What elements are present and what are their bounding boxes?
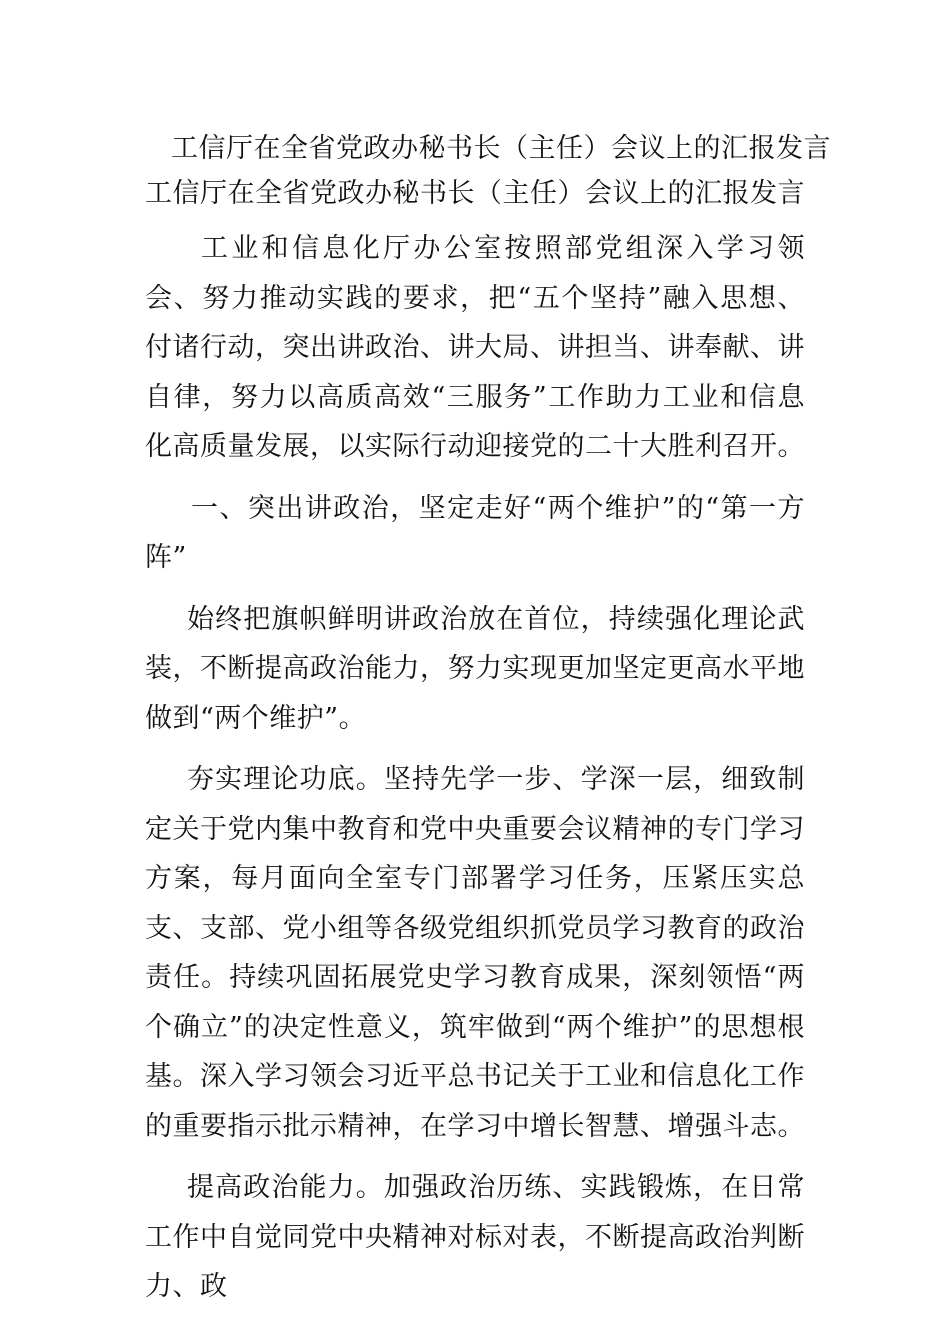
theory-paragraph: 夯实理论功底。坚持先学一步、学深一层，细致制定关于党内集中教育和党中央重要会议精神的专门学习方案，每月面向全室专门部署学习任务，压紧压实总支、支部、党小组等各级党组织抓党员学习教育的政治责任。持续巩固拓展党史学习教育成果，深刻领悟“两个确立”的决定性意义，筑牢做到“两个维护”的思想根基。深入学习领会习近平总书记关于工业和信息化工作的重要指示批示精神，在学习中增长智慧、增强斗志。 bbox=[145, 764, 805, 1142]
section-heading-1: 一、突出讲政治，坚定走好“两个维护”的“第一方阵” bbox=[145, 492, 805, 573]
document-title-repeat: 工信厅在全省党政办秘书长（主任）会议上的汇报发言 bbox=[145, 178, 805, 209]
document-title: 工信厅在全省党政办秘书长（主任）会议上的汇报发言 bbox=[171, 133, 831, 164]
political-ability-paragraph: 提高政治能力。加强政治历练、实践锻炼，在日常工作中自觉同党中央精神对标对表，不断提高政治判断力、政 bbox=[145, 1172, 805, 1302]
intro-paragraph: 工业和信息化厅办公室按照部党组深入学习领会、努力推动实践的要求，把“五个坚持”融入思想、付诸行动，突出讲政治、讲大局、讲担当、讲奉献、讲自律，努力以高质高效“三服务”工作助力工业和信息化高质量发展，以实际行动迎接党的二十大胜利召开。 bbox=[145, 233, 805, 462]
document-body bbox=[145, 126, 831, 1312]
section-1-paragraph: 始终把旗帜鲜明讲政治放在首位，持续强化理论武装，不断提高政治能力，努力实现更加坚定更高水平地做到“两个维护”。 bbox=[145, 603, 805, 734]
